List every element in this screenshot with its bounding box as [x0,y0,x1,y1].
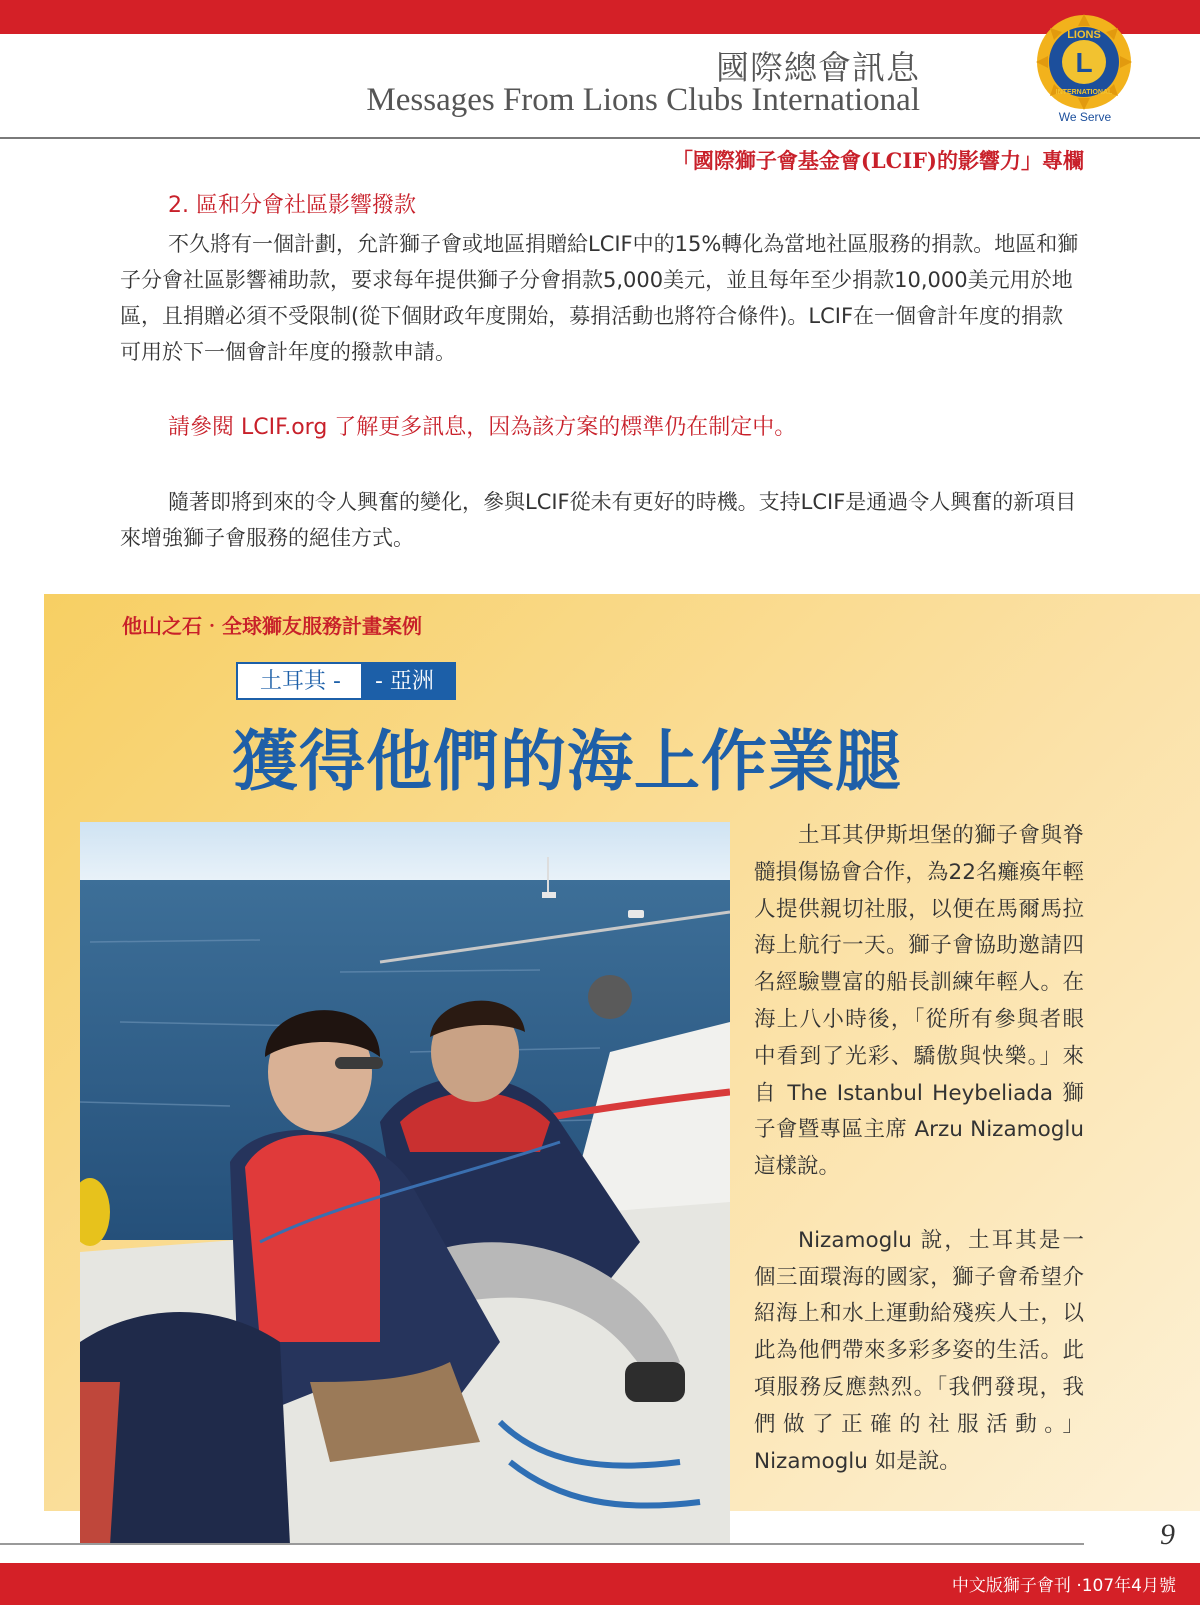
feature-body [754,818,1084,1480]
region-tag [236,662,456,700]
publication-info: 中文版獅子會刊 ‧107年4月號 [951,1576,1176,1596]
header-title-chinese: 國際總會訊息 [716,48,920,87]
footer-divider [0,1543,1084,1545]
region-continent: - 亞洲 [361,664,454,698]
feature-section-label: 他山之石‧全球獅友服務計畫案例 [122,614,422,638]
region-country: 土耳其 - [238,664,361,698]
header-title-english: Messages From Lions Clubs International [366,82,920,118]
column-title: 「國際獅子會基金會(LCIF)的影響力」專欄 [671,148,1084,173]
article-paragraph-2: 隨著即將到來的令人興奮的變化，參與LCIF從未有更好的時機。支持LCIF是通過令人興奮的新項目來增強獅子會服務的絕佳方式。 [120,490,1077,550]
sailing-photo [80,822,730,1545]
header-divider [0,137,1200,139]
logo-letter: L [1075,47,1093,78]
logo-tagline: We Serve [1058,110,1112,124]
logo-text-bottom: INTERNATIONAL [1055,89,1113,96]
lions-logo-icon [1034,12,1134,122]
feature-paragraph-2: Nizamoglu 說，土耳其是一個三面環海的國家，獅子會希望介紹海上和水上運動給殘疾人士，以此為他們帶來多彩多姿的生活。此項服務反應熱烈。「我們發現，我們做了正確的社服活動。」Nizamoglu 如是說。 [754,1227,1084,1474]
article-paragraph-1: 不久將有一個計劃，允許獅子會或地區捐贈給LCIF中的15%轉化為當地社區服務的捐款。地區和獅子分會社區影響補助款，要求每年提供獅子分會捐款5,000美元，並且每年至少捐款10,000美元用於地區，且捐贈必須不受限制(從下個財政年度開始，募捐活動也將符合條件)。LCIF在一個會計年度的捐款可用於下一個會計年度的撥款申請。 [120,232,1079,364]
feature-headline: 獲得他們的海上作業腿 [232,722,902,800]
feature-paragraph-1: 土耳其伊斯坦堡的獅子會與脊髓損傷協會合作，為22名癱瘓年輕人提供親切社服，以便在馬爾馬拉海上航行一天。獅子會協助邀請四名經驗豐富的船長訓練年輕人。在海上八小時後，「從所有參與者眼中看到了光彩、驕傲與快樂。」來自 The Istanbul Heybeliada 獅子會暨專區主席 Arzu Nizamoglu 這樣說。 [754,823,1084,1180]
top-red-bar [0,0,1200,34]
article-note: 請參閱 LCIF.org 了解更多訊息，因為該方案的標準仍在制定中。 [168,415,797,440]
page-number: 9 [1160,1518,1175,1551]
logo-text-top: LIONS [1067,29,1101,41]
article-subhead: 2. 區和分會社區影響撥款 [168,193,416,218]
